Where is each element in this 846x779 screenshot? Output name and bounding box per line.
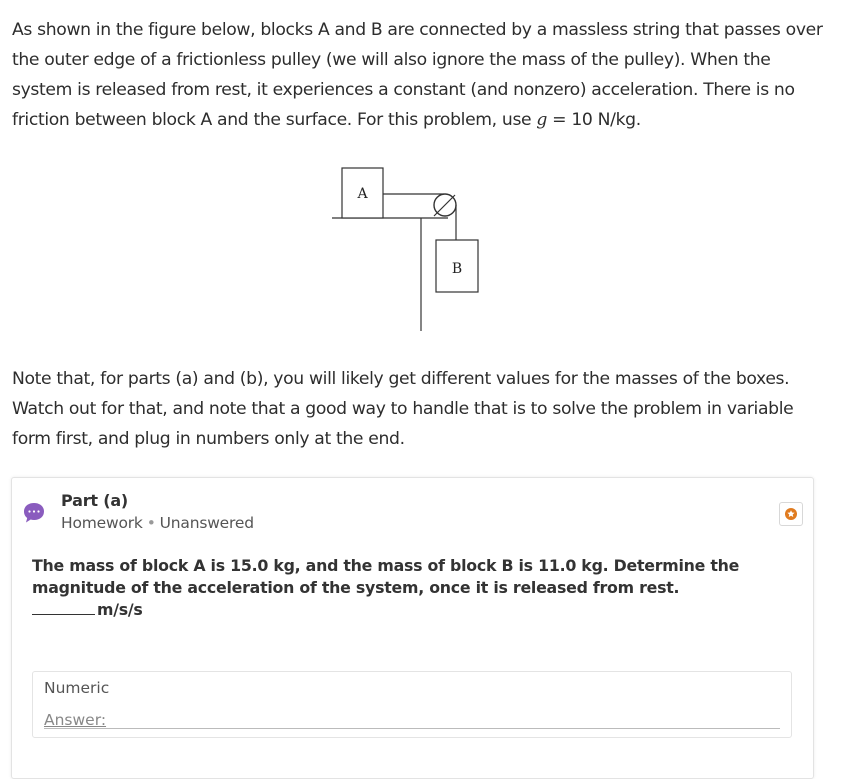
answer-unit: m/s/s bbox=[97, 600, 143, 619]
part-type: Homework bbox=[61, 514, 143, 532]
answer-blank-line bbox=[32, 600, 143, 619]
chat-bubble-icon[interactable] bbox=[22, 501, 46, 525]
problem-note: Note that, for parts (a) and (b), you will likely get different values for the masses of the boxes. Watch out for that, and note that a good way to handle that is to solve the problem in variable form first, and plug in numbers only at the end. bbox=[12, 369, 794, 449]
block-b-label: B bbox=[451, 261, 463, 277]
answer-box bbox=[32, 671, 792, 738]
star-badge-icon bbox=[784, 507, 798, 521]
answer-label: Answer: bbox=[44, 711, 107, 729]
problem-intro bbox=[12, 15, 827, 135]
answer-input[interactable] bbox=[44, 708, 780, 729]
part-status: Unanswered bbox=[159, 514, 254, 532]
part-status-line bbox=[61, 514, 254, 532]
block-a-label: A bbox=[357, 186, 368, 202]
answer-blank bbox=[32, 600, 95, 615]
intro-text-1: As shown in the figure below, blocks A and B are connected by a massless string that passes over the outer edge of a frictionless pulley (we will also ignore the mass of the pulley). When the system is released from rest, it experiences a constant (and nonzero) acceleration. There is no friction between block A and the surface. For this problem, use bbox=[12, 20, 823, 130]
part-a-card bbox=[11, 477, 814, 779]
hint-badge[interactable] bbox=[779, 502, 803, 526]
g-symbol: g bbox=[536, 110, 548, 130]
pulley-diagram bbox=[320, 160, 500, 340]
answer-type-label: Numeric bbox=[44, 679, 110, 697]
status-separator: • bbox=[146, 514, 156, 532]
question-text: The mass of block A is 15.0 kg, and the mass of block B is 11.0 kg. Determine the magnitude of the acceleration of the system, once it is released from rest. bbox=[32, 556, 740, 597]
intro-text-2: = 10 N/kg. bbox=[547, 110, 641, 130]
part-title: Part (a) bbox=[61, 491, 129, 510]
